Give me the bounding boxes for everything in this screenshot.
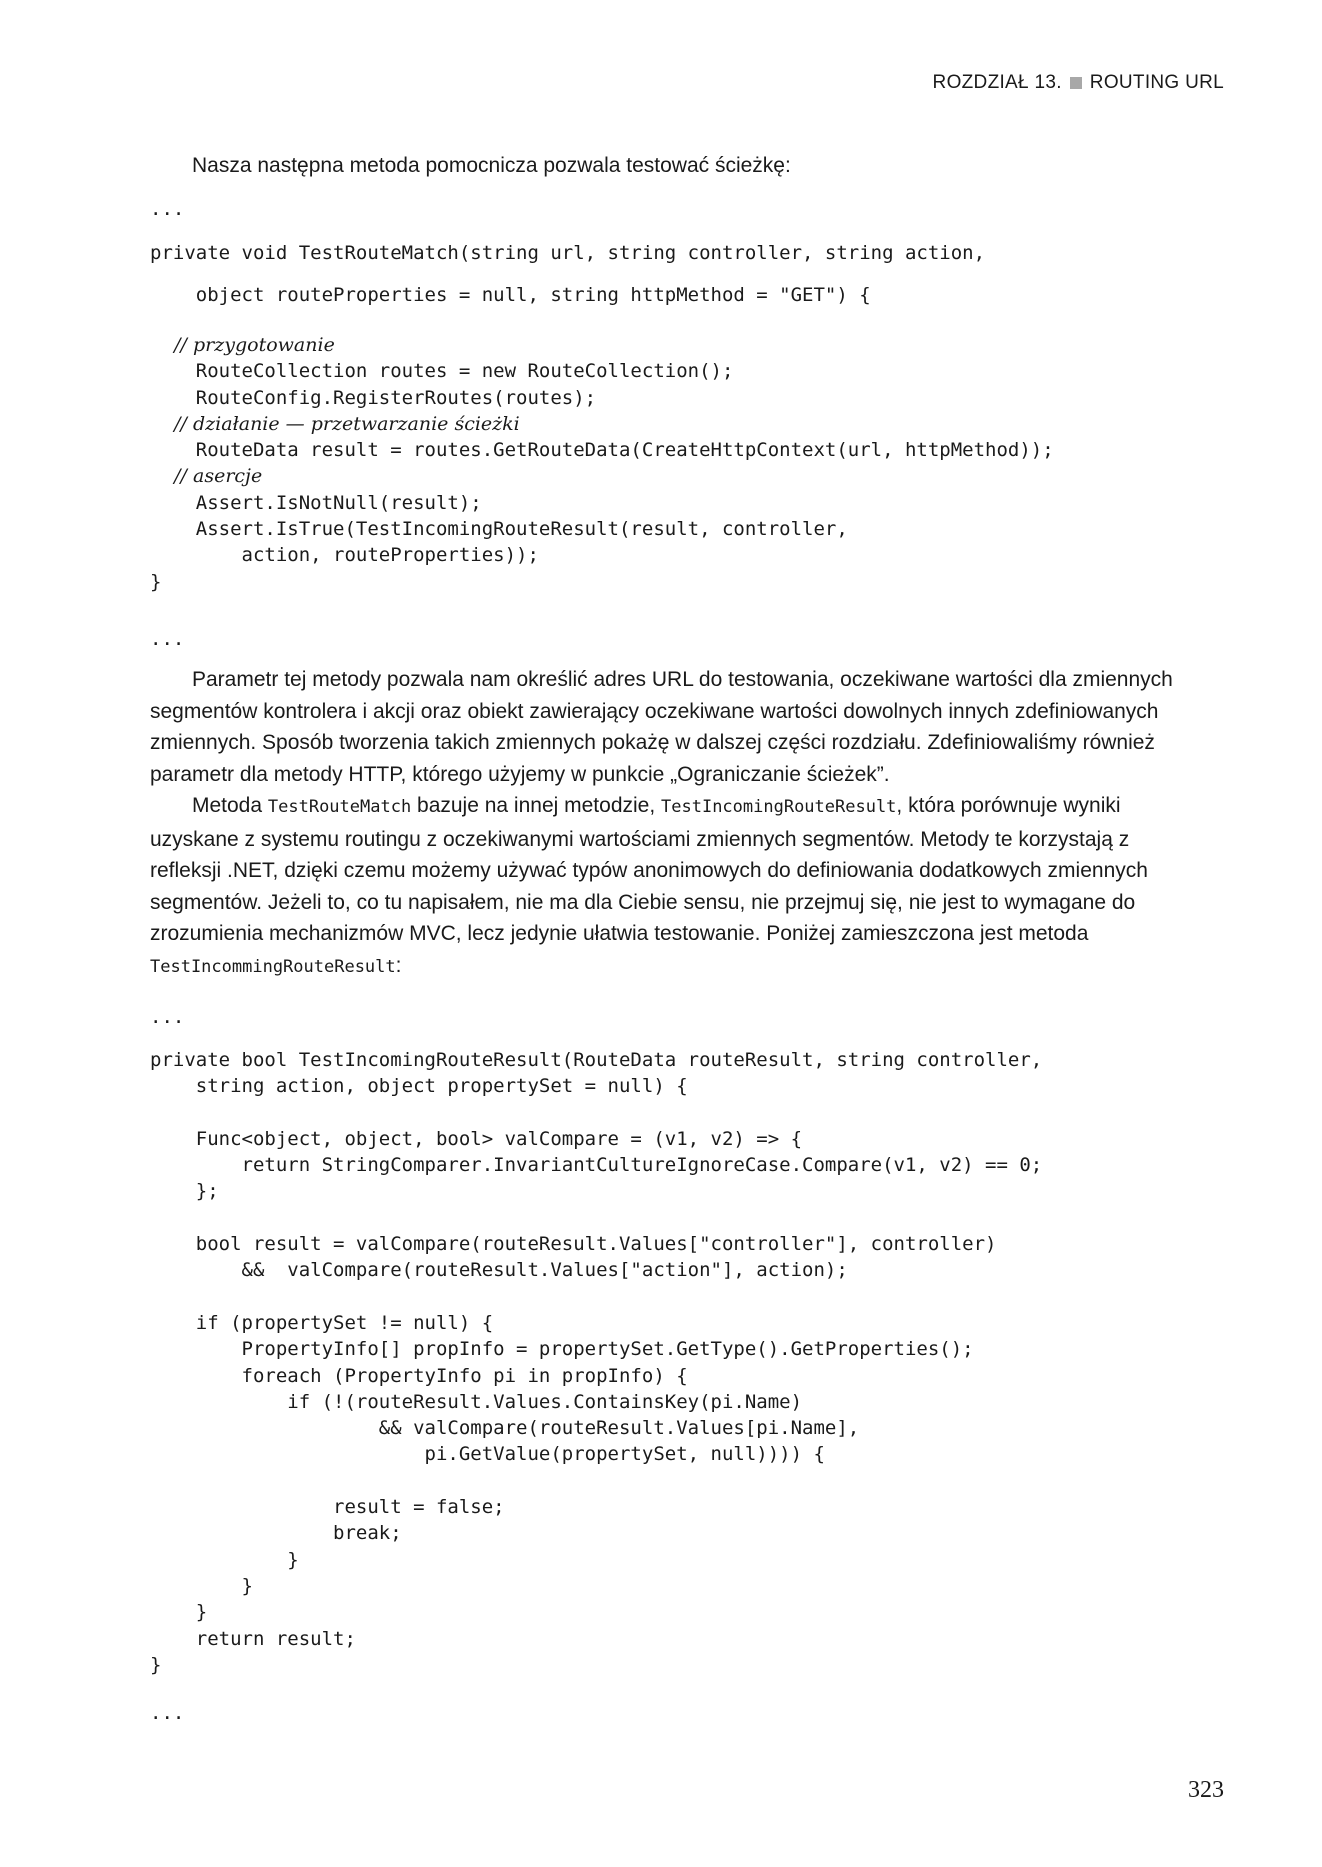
- code-line: RouteConfig.RegisterRoutes(routes);: [150, 386, 597, 409]
- code-line: Assert.IsTrue(TestIncomingRouteResult(result, controller,: [150, 518, 848, 541]
- running-header: [933, 72, 1224, 94]
- code-line: RouteData result = routes.GetRouteData(CreateHttpContext(url, httpMethod));: [150, 439, 1054, 462]
- code-block-test-route-match: [150, 240, 985, 266]
- paragraph-test-route-match: Metoda TestRouteMatch bazuje na innej metodzie, TestIncomingRouteResult, która porównuje wyniki uzyskane z systemu routingu z oczekiwanymi wartościami zmiennych segmentów. Metody te korzystają z refleksji .NET, dzięki czemu możemy używać typów anonimowych do definiowania dodatkowych zmiennych segmentów. Jeżeli to, co tu napisałem, nie ma dla Ciebie sensu, nie przejmuj się, nie jest to wymagane do zrozumienia mechanizmów MVC, lecz jedynie ułatwia testowanie. Poniżej zamieszczona jest metoda TestIncommingRouteResult:: [150, 794, 1148, 977]
- inline-code: TestIncommingRouteResult: [150, 956, 396, 977]
- page-number: 323: [1188, 1777, 1224, 1803]
- code-line: }: [150, 570, 162, 593]
- code-comment: // asercje: [150, 465, 263, 488]
- inline-code: TestIncomingRouteResult: [661, 797, 897, 817]
- code-line: action, routeProperties));: [150, 544, 539, 567]
- code-line: Assert.IsNotNull(result);: [150, 491, 482, 514]
- code-line: RouteCollection routes = new RouteCollection();: [150, 360, 734, 383]
- code-line: private void TestRouteMatch(string url, string controller, string action,: [150, 242, 986, 264]
- code-comment: // działanie — przetwarzanie ścieżki: [150, 412, 520, 435]
- code-block-test-route-match-sig2: [150, 282, 871, 308]
- square-separator-icon: [1070, 77, 1082, 89]
- chapter-title: ROUTING URL: [1089, 72, 1224, 93]
- code-comment: // przygotowanie: [150, 334, 335, 356]
- ellipsis-lower: ...: [150, 1006, 185, 1028]
- code-block-test-incoming-route-result: private bool TestIncomingRouteResult(RouteData routeResult, string controller, string action, object propertySet = null) { Func<object, object, bool> valCompare = (v1, v2) => { return StringComparer.InvariantCultureIgnoreCase.Compare(v1, v2) == 0; }; bool result = valCompare(routeResult.Values["controller"], controller) && valCompare(routeResult.Values["action"], action); if (propertySet != null) { PropertyInfo[] propInfo = propertySet.GetType().GetProperties(); foreach (PropertyInfo pi in propInfo) { if (!(routeResult.Values.ContainsKey(pi.Name) && valCompare(routeResult.Values[pi.Name], pi.GetValue(propertySet, null)))) { result = false; break; } } } return result; }: [150, 1049, 1043, 1676]
- paragraph-parameters: Parametr tej metody pozwala nam określić adres URL do testowania, oczekiwane wartości dla zmiennych segmentów kontrolera i akcji oraz obiekt zawierający oczekiwane wartości dowolnych innych zdefiniowanych zmiennych. Sposób tworzenia takich zmiennych pokażę w dalszej części rozdziału. Zdefiniowaliśmy również parametr dla metody HTTP, którego użyjemy w punkcie „Ograniczanie ścieżek”.: [150, 668, 1173, 786]
- ellipsis-bottom: ...: [150, 1702, 185, 1724]
- chapter-label: ROZDZIAŁ 13.: [932, 72, 1062, 93]
- ellipsis-middle: ...: [150, 628, 185, 650]
- ellipsis-top: ...: [150, 198, 185, 220]
- code-line: object routeProperties = null, string httpMethod = "GET") {: [150, 284, 871, 306]
- intro-paragraph: Nasza następna metoda pomocnicza pozwala testować ścieżkę:: [192, 154, 791, 177]
- inline-code: TestRouteMatch: [267, 797, 412, 817]
- code-block-test-route-match-body: [150, 332, 1054, 595]
